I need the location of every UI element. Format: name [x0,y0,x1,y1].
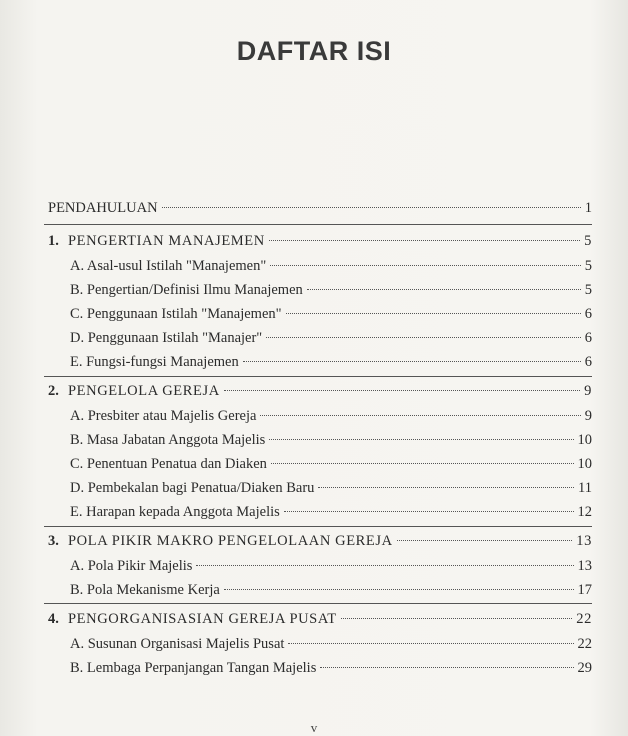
toc-page-number: 13 [577,558,592,574]
dot-leader [224,589,574,590]
toc-item-label: B. Lembaga Perpanjangan Tangan Majelis [70,660,317,676]
dot-leader [224,390,580,391]
toc-item[interactable] [70,431,592,449]
toc-chapter-3[interactable] [48,532,592,550]
toc-page-number: 10 [577,432,592,448]
toc-page-number: 12 [577,504,592,520]
toc-page-number: 6 [584,306,592,322]
toc-page-number: 22 [577,636,592,652]
chapter-label: PENGORGANISASIAN GEREJA PUSAT [68,611,337,627]
toc-page-number: 13 [576,533,592,549]
toc-item-label: B. Pengertian/Definisi Ilmu Manajemen [70,282,303,298]
dot-leader [162,207,581,208]
toc-entry-intro[interactable] [48,199,592,217]
toc-page-number: 9 [584,383,592,399]
toc-item[interactable] [70,329,592,347]
toc-page-number: 5 [584,233,592,249]
dot-leader [288,643,573,644]
toc-item[interactable] [70,257,592,275]
divider [44,526,592,527]
toc-page-number: 6 [584,354,592,370]
toc-chapter-4[interactable] [48,610,592,628]
toc-item-label: A. Susunan Organisasi Majelis Pusat [70,636,285,652]
toc-item[interactable] [70,557,592,575]
dot-leader [266,337,581,338]
toc-item[interactable] [70,581,592,599]
toc-page-number: 5 [584,282,592,298]
toc-item[interactable] [70,479,592,497]
toc-item[interactable] [70,503,592,521]
toc-page-number: 17 [577,582,592,598]
dot-leader [318,487,574,488]
toc-entry-label: PENDAHULUAN [48,200,158,216]
toc-item-label: A. Asal-usul Istilah "Manajemen" [70,258,267,274]
toc-page-number: 6 [584,330,592,346]
toc-item-label: E. Fungsi-fungsi Manajemen [70,354,239,370]
toc-item-label: A. Pola Pikir Majelis [70,558,193,574]
divider [44,224,592,225]
divider [44,376,592,377]
toc-page-number: 10 [577,456,592,472]
toc-item-label: D. Pembekalan bagi Penatua/Diaken Baru [70,480,315,496]
toc-chapter-1[interactable] [48,232,592,250]
toc-item[interactable] [70,353,592,371]
toc-item-label: B. Masa Jabatan Anggota Majelis [70,432,266,448]
toc-page-number: 1 [584,200,592,216]
chapter-label: PENGELOLA GEREJA [68,383,220,399]
dot-leader [269,439,573,440]
page-footer-number: v [310,720,318,735]
chapter-label: PENGERTIAN MANAJEMEN [68,233,265,249]
toc-item[interactable] [70,305,592,323]
dot-leader [284,511,574,512]
toc-chapter-2[interactable] [48,382,592,400]
toc-item[interactable] [70,635,592,653]
dot-leader [243,361,581,362]
chapter-number: 2. [48,383,59,399]
toc-item[interactable] [70,455,592,473]
toc-item[interactable] [70,281,592,299]
dot-leader [196,565,573,566]
toc-item[interactable] [70,407,592,425]
toc-item-label: A. Presbiter atau Majelis Gereja [70,408,257,424]
dot-leader [269,240,580,241]
dot-leader [341,618,573,619]
dot-leader [271,463,574,464]
toc-page-number: 9 [584,408,592,424]
chapter-number: 1. [48,233,59,249]
toc-item-label: C. Penggunaan Istilah "Manajemen" [70,306,282,322]
toc-item-label: E. Harapan kepada Anggota Majelis [70,504,280,520]
toc-page-number: 5 [584,258,592,274]
chapter-number: 4. [48,611,59,627]
dot-leader [320,667,573,668]
toc-page-number: 29 [577,660,592,676]
dot-leader [307,289,581,290]
dot-leader [270,265,580,266]
chapter-label: POLA PIKIR MAKRO PENGELOLAAN GEREJA [68,533,393,549]
dot-leader [397,540,573,541]
toc-page-number: 22 [576,611,592,627]
toc-item-label: D. Penggunaan Istilah "Manajer" [70,330,263,346]
chapter-number: 3. [48,533,59,549]
toc-item[interactable] [70,659,592,677]
dot-leader [286,313,581,314]
page-title: DAFTAR ISI [236,36,392,66]
dot-leader [260,415,580,416]
toc-item-label: C. Penentuan Penatua dan Diaken [70,456,267,472]
toc-item-label: B. Pola Mekanisme Kerja [70,582,220,598]
toc-page-number: 11 [578,480,592,496]
divider [44,603,592,604]
